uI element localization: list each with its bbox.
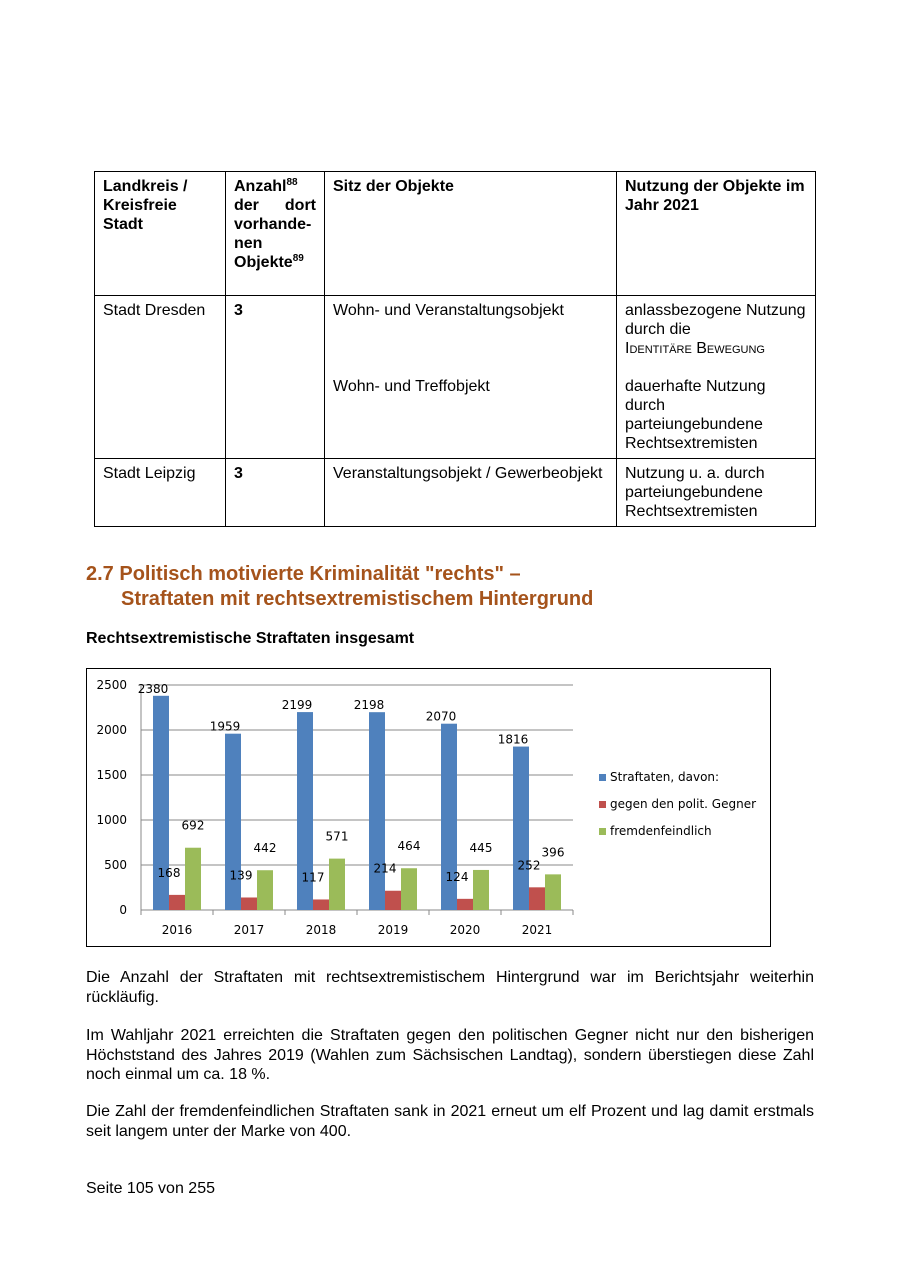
legend-label: gegen den polit. Gegner [610, 797, 757, 811]
header-usage: Nutzung der Objekte im Jahr 2021 [617, 172, 816, 296]
bar-fremdenfeindlich [329, 859, 345, 910]
data-label: 442 [253, 841, 277, 856]
header-count [226, 172, 325, 296]
bar-straftaten--davon- [369, 712, 385, 910]
bar-gegen-den-polit--gegner [241, 897, 257, 910]
cell-region: Stadt Leipzig [95, 459, 226, 527]
legend-label: Straftaten, davon: [610, 770, 720, 784]
data-label: 445 [469, 840, 493, 855]
data-label: 168 [157, 865, 181, 880]
bar-fremdenfeindlich [401, 868, 417, 910]
data-label: 1959 [209, 719, 241, 734]
footnote-ref-89: 89 [292, 253, 304, 264]
header-count-line: vorhande- [234, 216, 312, 233]
data-label: 464 [397, 839, 421, 854]
legend-swatch [599, 828, 606, 835]
chart-canvas [87, 669, 772, 948]
bar-gegen-den-polit--gegner [529, 887, 545, 910]
bar-gegen-den-polit--gegner [313, 899, 329, 910]
section-heading-line1: 2.7 Politisch motivierte Kriminalität "rechts" – [86, 563, 521, 585]
data-label: 1816 [497, 732, 529, 747]
data-label: 2198 [353, 698, 385, 713]
cell-seat [325, 296, 617, 459]
cell-usage [617, 296, 816, 459]
cell-count: 3 [226, 459, 325, 527]
y-tick-label: 0 [119, 903, 127, 917]
cell-usage: Nutzung u. a. durch parteiungebundene Rechtsextremisten [617, 459, 816, 527]
y-tick-label: 500 [104, 858, 127, 872]
cell-seat: Veranstaltungsobjekt / Gewerbeobjekt [325, 459, 617, 527]
y-tick-label: 1000 [96, 813, 127, 827]
usage-entry: dauerhafte Nutzung durch parteiungebundene Rechtsextremisten [625, 378, 766, 452]
data-label: 252 [517, 858, 541, 873]
data-label: 117 [301, 870, 325, 885]
bar-gegen-den-polit--gegner [169, 895, 185, 910]
x-tick-label: 2019 [377, 923, 409, 937]
objects-table [94, 171, 816, 527]
x-tick-label: 2017 [233, 923, 265, 937]
table-header-row [95, 172, 816, 296]
cell-count: 3 [226, 296, 325, 459]
y-tick-label: 2000 [96, 723, 127, 737]
section-heading-line2: Straftaten mit rechtsextremistischem Hintergrund [121, 588, 594, 610]
header-count-line: Objekte$^{89}$ [234, 253, 304, 271]
y-tick-label: 1500 [96, 768, 127, 782]
bar-gegen-den-polit--gegner [385, 891, 401, 910]
data-label: 2199 [281, 698, 313, 713]
data-label: 139 [229, 868, 253, 883]
chart-title: Rechtsextremistische Straftaten insgesamt [86, 630, 415, 647]
data-label: 2380 [137, 681, 169, 696]
data-label: 571 [325, 829, 349, 844]
usage-entry: anlassbezogene Nutzung durch die [625, 302, 806, 338]
bar-fremdenfeindlich [257, 870, 273, 910]
section-heading [86, 562, 846, 612]
bar-fremdenfeindlich [545, 874, 561, 910]
paragraph: Die Anzahl der Straftaten mit rechtsextremistischem Hintergrund war im Berichtsjahr weiterhin rückläufig. [86, 969, 814, 1006]
bar-straftaten--davon- [513, 747, 529, 910]
paragraph: Im Wahljahr 2021 erreichten die Straftaten gegen den politischen Gegner nicht nur den bisherigen Höchststand des Jahres 2019 (Wahlen zum Sächsischen Landtag), sondern überstiegen diese Zahl noch einmal um ca. 18 %. [86, 1027, 814, 1083]
header-count-line: Anzahl$^{88}$ [234, 177, 298, 195]
paragraph: Die Zahl der fremdenfeindlichen Straftaten sank in 2021 erneut um elf Prozent und lag damit erstmals seit langem unter der Marke von 400. [86, 1103, 814, 1140]
legend-swatch [599, 774, 606, 781]
data-label: 692 [181, 818, 205, 833]
table-row [95, 296, 816, 459]
data-label: 396 [541, 845, 565, 860]
footnote-ref-88: 88 [286, 177, 298, 188]
seat-entry: Wohn- und Treffobjekt [333, 378, 490, 395]
cell-region: Stadt Dresden [95, 296, 226, 459]
seat-entry: Wohn- und Veranstaltungsobjekt [333, 302, 564, 319]
table-row [95, 459, 816, 527]
header-region: Landkreis / Kreisfreie Stadt [95, 172, 226, 296]
usage-entry-org: Identitäre Bewegung [625, 340, 765, 357]
data-label: 124 [445, 869, 469, 884]
page-number: Seite 105 von 255 [86, 1180, 215, 1197]
x-tick-label: 2018 [305, 923, 337, 937]
bar-fremdenfeindlich [473, 870, 489, 910]
x-tick-label: 2020 [449, 923, 481, 937]
legend-swatch [599, 801, 606, 808]
header-count-line: nen [234, 235, 263, 252]
bar-chart [86, 668, 771, 947]
bar-straftaten--davon- [225, 734, 241, 910]
data-label: 214 [373, 861, 397, 876]
x-tick-label: 2016 [161, 923, 193, 937]
x-tick-label: 2021 [521, 923, 553, 937]
header-count-line: der dort [234, 197, 316, 214]
legend-label: fremdenfeindlich [610, 824, 712, 838]
bar-fremdenfeindlich [185, 848, 201, 910]
data-label: 2070 [425, 709, 457, 724]
header-seat: Sitz der Objekte [325, 172, 617, 296]
y-tick-label: 2500 [96, 678, 127, 692]
bar-gegen-den-polit--gegner [457, 899, 473, 910]
